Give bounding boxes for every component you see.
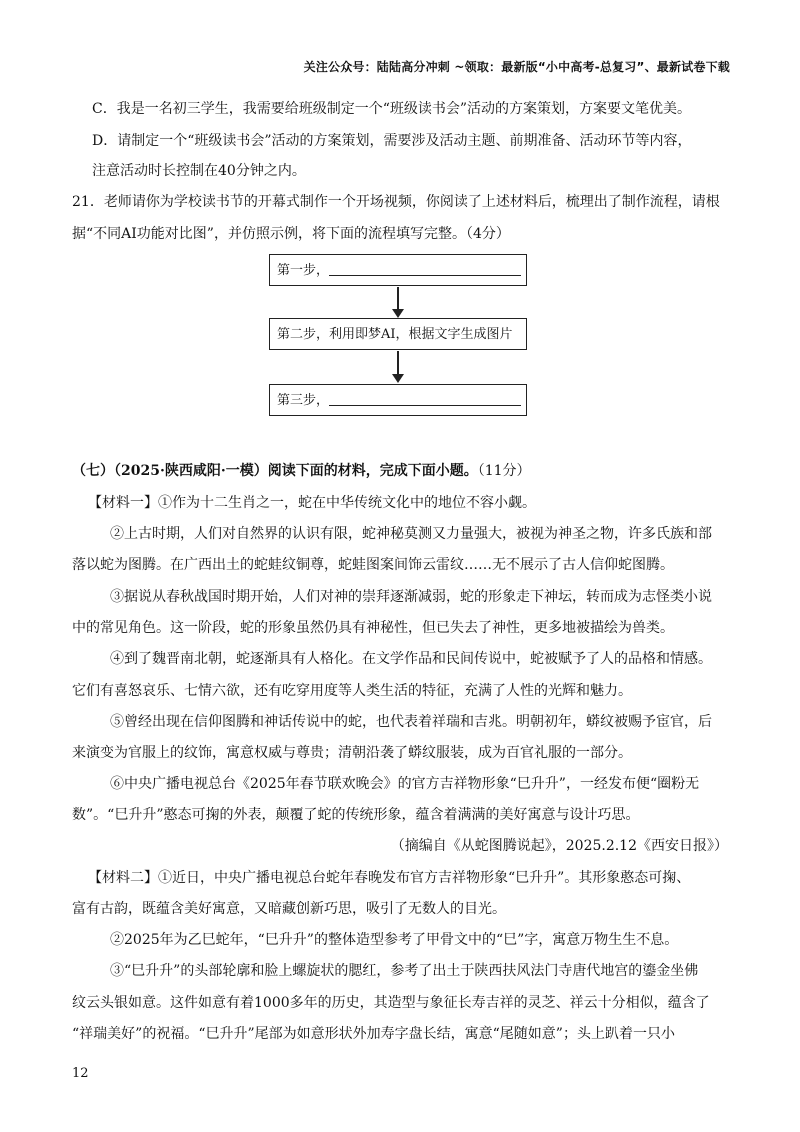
material-2-line: 富有古韵，既蕴含美好寓意，又暗藏创新巧思，吸引了无数人的目光。 <box>72 901 506 917</box>
question-21-line2: 据“不同AI功能对比图”，并仿照示例，将下面的流程填写完整。（4分） <box>72 226 510 242</box>
section-7-heading <box>72 460 531 480</box>
flow-arrow-2 <box>397 351 399 376</box>
flow-step-3-label: 第三步， <box>277 393 330 408</box>
flow-step-2-box <box>269 318 527 350</box>
flow-step-1-box <box>269 254 527 286</box>
material-1-line: 来演变为官服上的纹饰，寓意权威与尊贵；清朝沿袭了蟒纹服装，成为百官礼服的一部分。 <box>72 745 632 761</box>
page-header-banner: 关注公众号：陆陆高分冲刺 ~领取：最新版“小中高考-总复习”、最新试卷下载 <box>303 60 730 74</box>
flow-step-3-blank[interactable] <box>329 391 521 406</box>
page-number: 12 <box>72 1066 89 1081</box>
material-2-line: ③“巳升升”的头部轮廓和脸上螺旋状的腮红，参考了出土于陕西扶风法门寺唐代地宫的鎏金坐佛 <box>110 963 699 979</box>
option-d-line1: D．请制定一个“班级读书会”活动的方案策划，需要涉及活动主题、前期准备、活动环节等内容， <box>92 133 692 149</box>
material-1-line: ⑥中央广播电视总台《2025年春节联欢晚会》的官方吉祥物形象“巳升升”，一经发布便“圈粉无 <box>110 776 700 792</box>
flow-arrow-1 <box>397 287 399 311</box>
material-2-line: “祥瑞美好”的祝福。“巳升升”尾部为如意形状外加寿字盘长结，寓意“尾随如意”；头上趴着一只小 <box>72 1026 675 1042</box>
option-d-line2: 注意活动时长控制在40分钟之内。 <box>92 163 306 179</box>
material-1-line: 落以蛇为图腾。在广西出土的蛇蛙纹铜尊，蛇蛙图案间饰云雷纹……无不展示了古人信仰蛇图腾。 <box>72 557 674 573</box>
question-21-line1: 21．老师请你为学校读书节的开幕式制作一个开场视频，你阅读了上述材料后，梳理出了制作流程，请根 <box>72 194 720 210</box>
flow-step-2-label: 第二步，利用即梦AI，根据文字生成图片 <box>277 327 513 342</box>
material-1-line: ③据说从春秋战国时期开始，人们对神的崇拜逐渐减弱，蛇的形象走下神坛，转而成为志怪类小说 <box>110 589 712 605</box>
material-1-line: ②上古时期，人们对自然界的认识有限，蛇神秘莫测又力量强大，被视为神圣之物，许多氏族和部 <box>110 526 712 542</box>
material-2-line: ②2025年为乙巳蛇年，“巳升升”的整体造型参考了甲骨文中的“巳”字，寓意万物生生不息。 <box>110 932 679 948</box>
flow-arrow-1-head <box>392 309 404 318</box>
flow-step-1-blank[interactable] <box>329 261 521 276</box>
flow-step-1-label: 第一步， <box>277 263 330 278</box>
material-1-line: 中的常见角色。这一阶段，蛇的形象虽然仍具有神秘性，但已失去了神性，更多地被描绘为兽类。 <box>72 620 674 636</box>
material-1-line: 【材料一】①作为十二生肖之一，蛇在中华传统文化中的地位不容小觑。 <box>88 495 536 511</box>
flow-step-3-box <box>269 384 527 416</box>
section-7-score: （11分） <box>477 463 531 479</box>
material-2-line: 【材料二】①近日，中央广播电视总台蛇年春晚发布官方吉祥物形象“巳升升”。其形象憨态可掬、 <box>88 870 691 886</box>
material-1-line: ⑤曾经出现在信仰图腾和神话传说中的蛇，也代表着祥瑞和吉兆。明朝初年，蟒纹被赐予宦官，后 <box>110 714 712 730</box>
material-1-line: 它们有喜怒哀乐、七情六欲，还有吃穿用度等人类生活的特征，充满了人性的光辉和魅力。 <box>72 683 632 699</box>
material-2-line: 纹云头银如意。这件如意有着1000多年的历史，其造型与象征长寿吉祥的灵芝、祥云十分相似，蕴含了 <box>72 995 710 1011</box>
option-c: C．我是一名初三学生，我需要给班级制定一个“班级读书会”活动的方案策划，方案要文笔优美。 <box>92 101 692 117</box>
material-1-source: （摘编自《从蛇图腾说起》，2025.2.12《西安日报》） <box>390 838 728 854</box>
material-1-line: 数”。“巳升升”憨态可掬的外表，颠覆了蛇的传统形象，蕴含着满满的美好寓意与设计巧思。 <box>72 807 640 823</box>
material-1-line: ④到了魏晋南北朝，蛇逐渐具有人格化。在文学作品和民间传说中，蛇被赋予了人的品格和情感。 <box>110 651 712 667</box>
flow-arrow-2-head <box>392 374 404 383</box>
section-7-title: （七）（2025·陕西咸阳·一模）阅读下面的材料，完成下面小题。 <box>72 463 478 479</box>
